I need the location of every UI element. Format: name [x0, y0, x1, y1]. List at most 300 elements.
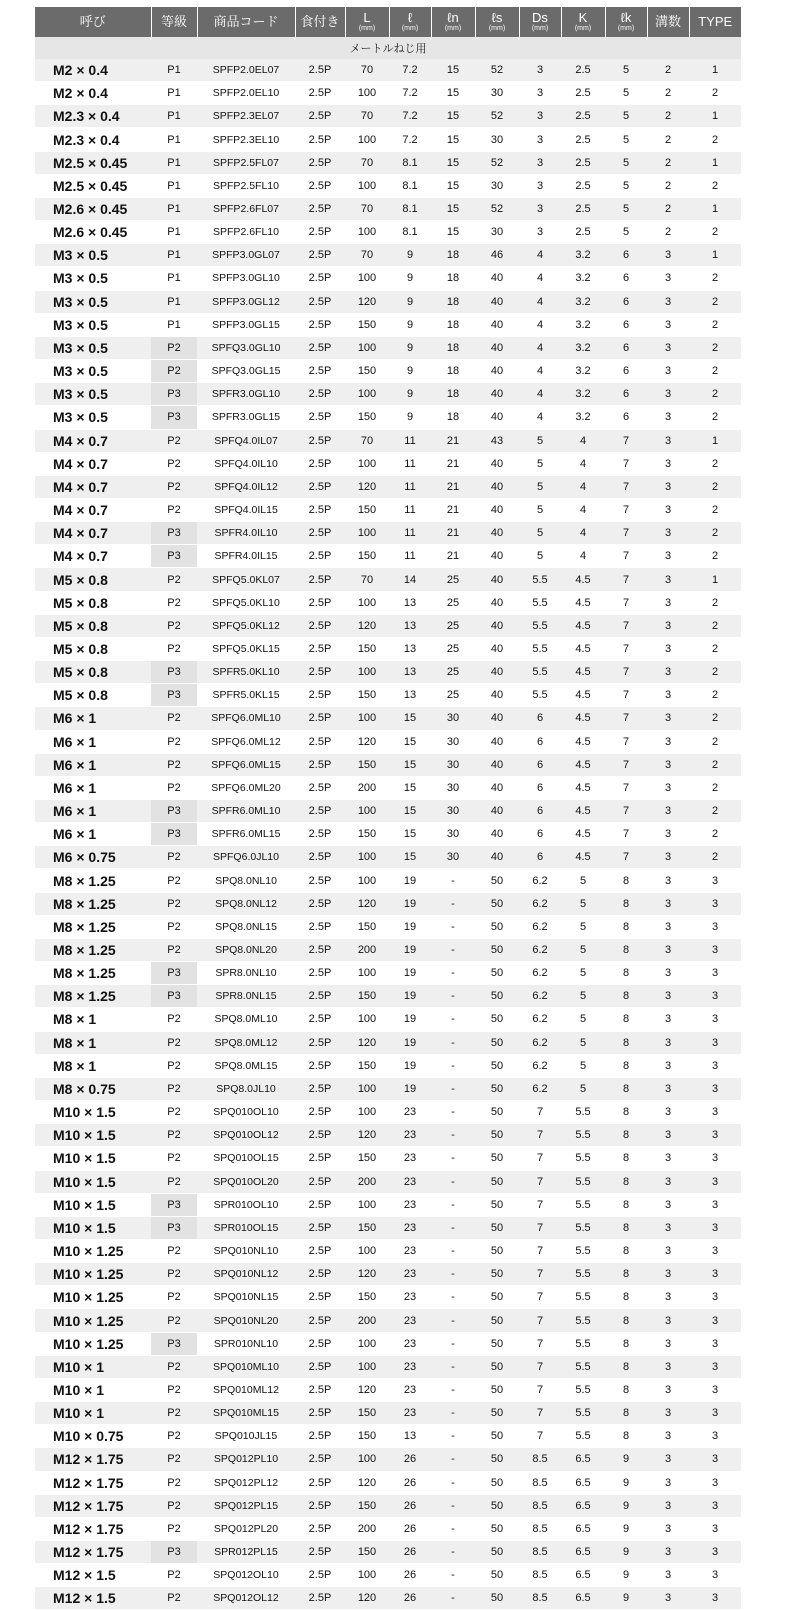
- table-row: [35, 637, 741, 660]
- cell-length-thread: 23: [389, 1216, 431, 1239]
- cell-square-k: 2.5: [561, 105, 605, 128]
- cell-length-shank: 40: [475, 290, 519, 313]
- cell-lead: 2.5P: [295, 846, 345, 869]
- cell-length-shank: 40: [475, 591, 519, 614]
- cell-square-k: 5: [561, 938, 605, 961]
- cell-type: 2: [689, 707, 741, 730]
- cell-flute-count: 3: [647, 498, 689, 521]
- cell-square-k: 5.5: [561, 1263, 605, 1286]
- cell-type: 2: [689, 498, 741, 521]
- cell-flute-count: 3: [647, 1286, 689, 1309]
- cell-type: 2: [689, 475, 741, 498]
- cell-product-code: SPQ8.0NL12: [197, 892, 295, 915]
- cell-type: 2: [689, 174, 741, 197]
- cell-square-k: 5.5: [561, 1170, 605, 1193]
- cell-length-neck: 25: [431, 661, 475, 684]
- cell-square-length: 8: [605, 1193, 647, 1216]
- cell-product-code: SPFR3.0GL15: [197, 406, 295, 429]
- cell-flute-count: 3: [647, 1332, 689, 1355]
- cell-type: 3: [689, 1193, 741, 1216]
- cell-square-length: 6: [605, 383, 647, 406]
- cell-flute-count: 3: [647, 591, 689, 614]
- cell-lead: 2.5P: [295, 1239, 345, 1262]
- cell-square-k: 2.5: [561, 128, 605, 151]
- cell-nominal: M10 × 1.25: [35, 1332, 151, 1355]
- cell-length-shank: 40: [475, 475, 519, 498]
- cell-length-thread: 9: [389, 383, 431, 406]
- cell-square-k: 5: [561, 1077, 605, 1100]
- cell-length-thread: 15: [389, 753, 431, 776]
- cell-lead: 2.5P: [295, 1448, 345, 1471]
- cell-square-length: 8: [605, 1216, 647, 1239]
- cell-length-thread: 15: [389, 846, 431, 869]
- cell-type: 3: [689, 1077, 741, 1100]
- cell-lead: 2.5P: [295, 684, 345, 707]
- cell-square-length: 8: [605, 1008, 647, 1031]
- header-grade: [151, 7, 197, 37]
- cell-square-length: 7: [605, 684, 647, 707]
- cell-grade: P2: [151, 1101, 197, 1124]
- cell-product-code: SPFP2.6FL07: [197, 197, 295, 220]
- cell-lead: 2.5P: [295, 545, 345, 568]
- cell-square-k: 4.5: [561, 684, 605, 707]
- cell-shank-diameter: 5.5: [519, 684, 561, 707]
- table-row: [35, 684, 741, 707]
- cell-type: 2: [689, 383, 741, 406]
- cell-type: 3: [689, 1054, 741, 1077]
- cell-square-length: 8: [605, 1402, 647, 1425]
- table-row: [35, 614, 741, 637]
- cell-length-thread: 19: [389, 962, 431, 985]
- cell-shank-diameter: 8.5: [519, 1471, 561, 1494]
- cell-length-l: 100: [345, 661, 389, 684]
- cell-length-shank: 50: [475, 1587, 519, 1610]
- cell-length-neck: 21: [431, 498, 475, 521]
- cell-length-shank: 52: [475, 197, 519, 220]
- cell-nominal: M12 × 1.75: [35, 1494, 151, 1517]
- cell-flute-count: 3: [647, 360, 689, 383]
- cell-square-length: 5: [605, 128, 647, 151]
- cell-grade: P3: [151, 962, 197, 985]
- cell-shank-diameter: 5: [519, 498, 561, 521]
- cell-type: 3: [689, 1216, 741, 1239]
- cell-type: 3: [689, 1378, 741, 1401]
- cell-length-shank: 50: [475, 1378, 519, 1401]
- table-row: [35, 498, 741, 521]
- table-row: [35, 151, 741, 174]
- cell-lead: 2.5P: [295, 290, 345, 313]
- cell-length-l: 150: [345, 915, 389, 938]
- cell-length-neck: -: [431, 1124, 475, 1147]
- cell-length-thread: 7.2: [389, 82, 431, 105]
- cell-grade: P1: [151, 197, 197, 220]
- cell-length-neck: 15: [431, 128, 475, 151]
- table-row: [35, 1587, 741, 1610]
- header-label: L: [363, 9, 371, 25]
- cell-product-code: SPFQ3.0GL10: [197, 336, 295, 359]
- cell-shank-diameter: 5: [519, 429, 561, 452]
- cell-square-length: 7: [605, 522, 647, 545]
- cell-type: 1: [689, 568, 741, 591]
- cell-grade: P1: [151, 290, 197, 313]
- cell-flute-count: 3: [647, 1471, 689, 1494]
- cell-flute-count: 3: [647, 1124, 689, 1147]
- cell-length-thread: 11: [389, 475, 431, 498]
- cell-nominal: M10 × 1.5: [35, 1170, 151, 1193]
- cell-square-k: 5.5: [561, 1425, 605, 1448]
- cell-length-l: 150: [345, 753, 389, 776]
- cell-square-length: 5: [605, 151, 647, 174]
- cell-length-shank: 50: [475, 1564, 519, 1587]
- cell-product-code: SPFQ6.0ML10: [197, 707, 295, 730]
- cell-product-code: SPQ010JL15: [197, 1425, 295, 1448]
- cell-product-code: SPFP2.5FL07: [197, 151, 295, 174]
- cell-flute-count: 3: [647, 545, 689, 568]
- cell-square-length: 6: [605, 267, 647, 290]
- cell-square-length: 8: [605, 1355, 647, 1378]
- cell-length-shank: 40: [475, 568, 519, 591]
- cell-nominal: M6 × 1: [35, 823, 151, 846]
- cell-grade: P2: [151, 1425, 197, 1448]
- cell-product-code: SPFR6.0ML10: [197, 800, 295, 823]
- cell-length-shank: 50: [475, 1517, 519, 1540]
- cell-shank-diameter: 4: [519, 383, 561, 406]
- cell-length-thread: 15: [389, 776, 431, 799]
- cell-length-shank: 50: [475, 869, 519, 892]
- cell-length-neck: -: [431, 1471, 475, 1494]
- table-row: [35, 1147, 741, 1170]
- cell-product-code: SPFP3.0GL10: [197, 267, 295, 290]
- table-row: [35, 1471, 741, 1494]
- cell-square-k: 6.5: [561, 1517, 605, 1540]
- cell-square-length: 6: [605, 360, 647, 383]
- cell-lead: 2.5P: [295, 1402, 345, 1425]
- cell-shank-diameter: 5: [519, 545, 561, 568]
- cell-grade: P2: [151, 360, 197, 383]
- cell-square-k: 6.5: [561, 1471, 605, 1494]
- cell-length-neck: -: [431, 1147, 475, 1170]
- cell-length-shank: 40: [475, 661, 519, 684]
- cell-nominal: M6 × 1: [35, 707, 151, 730]
- cell-product-code: SPQ010OL12: [197, 1124, 295, 1147]
- cell-square-length: 8: [605, 1054, 647, 1077]
- cell-nominal: M5 × 0.8: [35, 637, 151, 660]
- header-label: 等級: [160, 14, 187, 29]
- cell-product-code: SPQ010NL10: [197, 1239, 295, 1262]
- cell-grade: P2: [151, 568, 197, 591]
- cell-nominal: M10 × 0.75: [35, 1425, 151, 1448]
- cell-length-neck: -: [431, 1216, 475, 1239]
- table-row: [35, 730, 741, 753]
- cell-flute-count: 3: [647, 1263, 689, 1286]
- cell-square-k: 4: [561, 475, 605, 498]
- cell-grade: P2: [151, 1239, 197, 1262]
- cell-lead: 2.5P: [295, 1124, 345, 1147]
- header-label: 商品コード: [213, 14, 279, 29]
- cell-square-k: 4: [561, 452, 605, 475]
- cell-shank-diameter: 7: [519, 1378, 561, 1401]
- cell-length-l: 120: [345, 1263, 389, 1286]
- cell-lead: 2.5P: [295, 915, 345, 938]
- cell-square-k: 4.5: [561, 823, 605, 846]
- cell-length-shank: 40: [475, 498, 519, 521]
- cell-type: 3: [689, 1355, 741, 1378]
- cell-product-code: SPQ8.0NL15: [197, 915, 295, 938]
- table-row: [35, 360, 741, 383]
- cell-product-code: SPQ010OL15: [197, 1147, 295, 1170]
- cell-nominal: M8 × 1.25: [35, 985, 151, 1008]
- cell-length-l: 200: [345, 938, 389, 961]
- cell-lead: 2.5P: [295, 197, 345, 220]
- cell-shank-diameter: 4: [519, 244, 561, 267]
- cell-shank-diameter: 7: [519, 1216, 561, 1239]
- cell-square-k: 4.5: [561, 707, 605, 730]
- cell-square-length: 8: [605, 985, 647, 1008]
- cell-length-l: 150: [345, 360, 389, 383]
- cell-length-shank: 40: [475, 684, 519, 707]
- cell-length-shank: 50: [475, 915, 519, 938]
- cell-length-l: 100: [345, 452, 389, 475]
- cell-square-length: 5: [605, 197, 647, 220]
- cell-length-thread: 23: [389, 1193, 431, 1216]
- cell-nominal: M2.5 × 0.45: [35, 174, 151, 197]
- cell-length-shank: 40: [475, 846, 519, 869]
- cell-length-l: 70: [345, 105, 389, 128]
- cell-square-k: 5: [561, 985, 605, 1008]
- cell-length-shank: 40: [475, 707, 519, 730]
- cell-length-l: 150: [345, 1494, 389, 1517]
- cell-type: 3: [689, 1263, 741, 1286]
- table-row: [35, 1564, 741, 1587]
- cell-lead: 2.5P: [295, 151, 345, 174]
- cell-shank-diameter: 7: [519, 1193, 561, 1216]
- cell-type: 2: [689, 128, 741, 151]
- table-row: [35, 1332, 741, 1355]
- cell-nominal: M2.5 × 0.45: [35, 151, 151, 174]
- cell-square-length: 8: [605, 1170, 647, 1193]
- cell-length-neck: 30: [431, 730, 475, 753]
- cell-grade: P3: [151, 684, 197, 707]
- cell-type: 2: [689, 846, 741, 869]
- cell-square-k: 5.5: [561, 1378, 605, 1401]
- cell-length-thread: 23: [389, 1147, 431, 1170]
- cell-length-thread: 19: [389, 938, 431, 961]
- table-row: [35, 105, 741, 128]
- cell-lead: 2.5P: [295, 1286, 345, 1309]
- cell-product-code: SPFP2.3EL10: [197, 128, 295, 151]
- cell-length-thread: 11: [389, 498, 431, 521]
- cell-grade: P2: [151, 1263, 197, 1286]
- cell-grade: P2: [151, 637, 197, 660]
- cell-length-l: 100: [345, 1564, 389, 1587]
- cell-length-thread: 8.1: [389, 151, 431, 174]
- cell-grade: P1: [151, 82, 197, 105]
- cell-nominal: M3 × 0.5: [35, 336, 151, 359]
- cell-lead: 2.5P: [295, 823, 345, 846]
- cell-square-k: 4: [561, 522, 605, 545]
- cell-product-code: SPQ8.0JL10: [197, 1077, 295, 1100]
- cell-flute-count: 2: [647, 197, 689, 220]
- cell-nominal: M10 × 1.5: [35, 1216, 151, 1239]
- cell-length-l: 100: [345, 82, 389, 105]
- cell-flute-count: 3: [647, 1031, 689, 1054]
- header-label: K: [578, 9, 588, 25]
- cell-length-shank: 50: [475, 1101, 519, 1124]
- cell-length-neck: -: [431, 1193, 475, 1216]
- cell-length-thread: 26: [389, 1564, 431, 1587]
- cell-grade: P2: [151, 1494, 197, 1517]
- cell-length-l: 100: [345, 1332, 389, 1355]
- cell-lead: 2.5P: [295, 128, 345, 151]
- cell-grade: P2: [151, 336, 197, 359]
- cell-length-neck: 30: [431, 707, 475, 730]
- cell-flute-count: 3: [647, 637, 689, 660]
- cell-nominal: M3 × 0.5: [35, 244, 151, 267]
- cell-product-code: SPFR4.0IL10: [197, 522, 295, 545]
- cell-length-thread: 26: [389, 1448, 431, 1471]
- cell-square-length: 9: [605, 1541, 647, 1564]
- table-row: [35, 823, 741, 846]
- cell-length-neck: -: [431, 1170, 475, 1193]
- header-label: ℓ: [407, 9, 413, 25]
- cell-length-shank: 46: [475, 244, 519, 267]
- cell-product-code: SPFQ6.0ML20: [197, 776, 295, 799]
- cell-square-length: 5: [605, 174, 647, 197]
- table-row: [35, 197, 741, 220]
- cell-shank-diameter: 3: [519, 151, 561, 174]
- cell-grade: P1: [151, 313, 197, 336]
- cell-length-thread: 7.2: [389, 128, 431, 151]
- cell-product-code: SPFR3.0GL10: [197, 383, 295, 406]
- cell-length-shank: 50: [475, 1332, 519, 1355]
- cell-length-shank: 50: [475, 1541, 519, 1564]
- cell-type: 2: [689, 545, 741, 568]
- cell-length-l: 120: [345, 730, 389, 753]
- table-row: [35, 429, 741, 452]
- cell-square-k: 5.5: [561, 1332, 605, 1355]
- cell-grade: P2: [151, 1448, 197, 1471]
- table-row: [35, 313, 741, 336]
- cell-flute-count: 3: [647, 1378, 689, 1401]
- cell-flute-count: 3: [647, 1147, 689, 1170]
- cell-lead: 2.5P: [295, 962, 345, 985]
- cell-length-thread: 9: [389, 290, 431, 313]
- cell-lead: 2.5P: [295, 1031, 345, 1054]
- table-row: [35, 383, 741, 406]
- cell-product-code: SPQ8.0ML10: [197, 1008, 295, 1031]
- cell-length-thread: 23: [389, 1124, 431, 1147]
- cell-grade: P2: [151, 1378, 197, 1401]
- cell-square-length: 7: [605, 753, 647, 776]
- table-row: [35, 962, 741, 985]
- cell-length-l: 150: [345, 823, 389, 846]
- table-body: [35, 37, 741, 1610]
- cell-shank-diameter: 7: [519, 1147, 561, 1170]
- cell-flute-count: 3: [647, 1101, 689, 1124]
- cell-lead: 2.5P: [295, 1309, 345, 1332]
- cell-product-code: SPQ8.0ML12: [197, 1031, 295, 1054]
- cell-lead: 2.5P: [295, 244, 345, 267]
- cell-grade: P2: [151, 1008, 197, 1031]
- cell-length-shank: 40: [475, 452, 519, 475]
- cell-grade: P3: [151, 823, 197, 846]
- cell-length-thread: 26: [389, 1471, 431, 1494]
- cell-type: 3: [689, 1448, 741, 1471]
- cell-square-length: 8: [605, 1239, 647, 1262]
- cell-length-shank: 50: [475, 1031, 519, 1054]
- cell-length-neck: -: [431, 1494, 475, 1517]
- table-row: [35, 1101, 741, 1124]
- cell-shank-diameter: 7: [519, 1355, 561, 1378]
- cell-length-shank: 40: [475, 637, 519, 660]
- cell-type: 3: [689, 1309, 741, 1332]
- cell-length-neck: 15: [431, 105, 475, 128]
- cell-length-l: 150: [345, 1147, 389, 1170]
- cell-length-l: 100: [345, 128, 389, 151]
- cell-length-neck: 30: [431, 800, 475, 823]
- cell-length-neck: 18: [431, 313, 475, 336]
- cell-shank-diameter: 7: [519, 1402, 561, 1425]
- cell-square-k: 5.5: [561, 1193, 605, 1216]
- cell-nominal: M5 × 0.8: [35, 661, 151, 684]
- cell-nominal: M10 × 1.25: [35, 1239, 151, 1262]
- cell-length-l: 150: [345, 1425, 389, 1448]
- cell-shank-diameter: 6.2: [519, 915, 561, 938]
- cell-nominal: M6 × 0.75: [35, 846, 151, 869]
- cell-product-code: SPFQ4.0IL07: [197, 429, 295, 452]
- cell-nominal: M4 × 0.7: [35, 475, 151, 498]
- cell-length-l: 70: [345, 429, 389, 452]
- cell-nominal: M10 × 1.25: [35, 1286, 151, 1309]
- cell-square-k: 5: [561, 892, 605, 915]
- cell-length-shank: 50: [475, 1448, 519, 1471]
- table-row: [35, 591, 741, 614]
- cell-nominal: M3 × 0.5: [35, 267, 151, 290]
- cell-grade: P1: [151, 244, 197, 267]
- cell-type: 3: [689, 915, 741, 938]
- cell-shank-diameter: 3: [519, 128, 561, 151]
- cell-grade: P2: [151, 1124, 197, 1147]
- cell-square-length: 8: [605, 1309, 647, 1332]
- cell-type: 1: [689, 429, 741, 452]
- cell-flute-count: 3: [647, 753, 689, 776]
- cell-square-length: 7: [605, 846, 647, 869]
- cell-nominal: M12 × 1.75: [35, 1541, 151, 1564]
- table-row: [35, 1378, 741, 1401]
- cell-flute-count: 3: [647, 938, 689, 961]
- cell-length-thread: 13: [389, 661, 431, 684]
- table-row: [35, 1448, 741, 1471]
- cell-length-l: 70: [345, 151, 389, 174]
- cell-length-thread: 23: [389, 1309, 431, 1332]
- header-label: TYPE: [698, 14, 733, 29]
- cell-lead: 2.5P: [295, 1101, 345, 1124]
- header-square-k: [561, 7, 605, 37]
- table-row: [35, 1286, 741, 1309]
- cell-flute-count: 3: [647, 823, 689, 846]
- cell-length-shank: 40: [475, 614, 519, 637]
- cell-type: 3: [689, 1239, 741, 1262]
- cell-square-k: 3.2: [561, 406, 605, 429]
- header-label: ℓs: [491, 9, 503, 25]
- cell-flute-count: 2: [647, 59, 689, 82]
- cell-nominal: M4 × 0.7: [35, 498, 151, 521]
- cell-length-neck: 25: [431, 591, 475, 614]
- cell-nominal: M2.6 × 0.45: [35, 221, 151, 244]
- cell-shank-diameter: 4: [519, 313, 561, 336]
- cell-nominal: M5 × 0.8: [35, 684, 151, 707]
- cell-square-length: 7: [605, 823, 647, 846]
